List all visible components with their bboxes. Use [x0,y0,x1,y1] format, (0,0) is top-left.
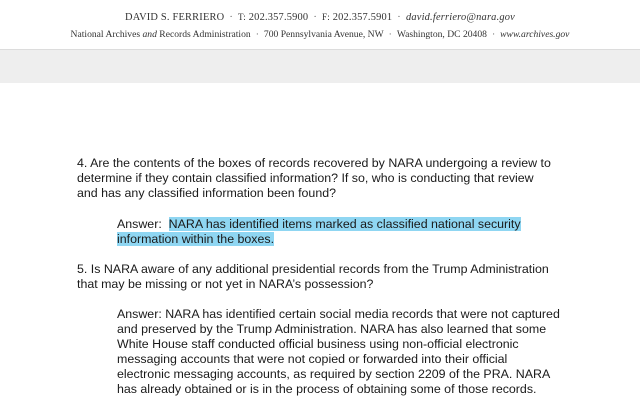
answer-4-label: Answer: [117,217,162,231]
question-4-line-2: determine if they contain classified information? If so, who is conducting that review [77,171,534,185]
letterhead-website: www.archives.gov [500,29,570,40]
answer-4-line-2 [117,232,274,247]
letterhead-address: 700 Pennsylvania Avenue, NW [263,29,384,40]
question-4-line-1: 4. Are the contents of the boxes of records recovered by NARA undergoing a review to [77,156,551,170]
letterhead-fax: 202.357.5901 [332,12,393,23]
answer-5-line-1: Answer: NARA has identified certain social media records that were not captured [117,307,560,321]
page-break [0,49,640,84]
question-5-line-1: 5. Is NARA aware of any additional presidential records from the Trump Administration [77,262,549,276]
letterhead-address-line [0,29,640,40]
answer-4-highlight-2: information within the boxes. [117,232,275,246]
answer-5-line-4: messaging accounts that were not copied or forwarded into their official [117,352,508,366]
answer-5-line-5: electronic messaging accounts, as required by section 2209 of the PRA. NARA [117,367,551,381]
letterhead-city: Washington, DC 20408 [396,29,487,40]
question-5-line-2: that may be missing or not yet in NARA’s possession? [77,277,374,291]
separator: · [313,12,318,23]
answer-5-line-6: has already obtained or is in the process of obtaining some of those records. [117,382,537,396]
separator: · [229,12,234,23]
org-name-part1: National Archives [70,29,141,40]
letterhead-contact-line [0,12,640,23]
org-name-part2: Records Administration [159,29,251,40]
answer-5-line-2: and preserved by the Trump Administration. NARA has also learned that some [117,322,547,336]
org-name-and: and [142,29,157,40]
fax-prefix: F: [322,12,330,22]
separator: · [491,29,496,40]
letterhead [0,0,640,47]
tel-prefix: T: [238,12,246,22]
answer-4-highlight-1: NARA has identified items marked as classified national security [168,217,521,231]
separator: · [388,29,392,40]
answer-4-line-1 [117,217,521,232]
letterhead-tel: 202.357.5900 [248,12,309,23]
letterhead-name: DAVID S. FERRIERO [125,12,225,23]
answer-5-line-3: White House staff conducted official business using non-official electronic [117,337,519,351]
document-body [0,83,640,405]
question-4-line-3: and has any classified information been found? [77,186,336,200]
letterhead-email: david.ferriero@nara.gov [405,12,515,23]
separator: · [397,12,401,23]
separator: · [255,29,259,40]
